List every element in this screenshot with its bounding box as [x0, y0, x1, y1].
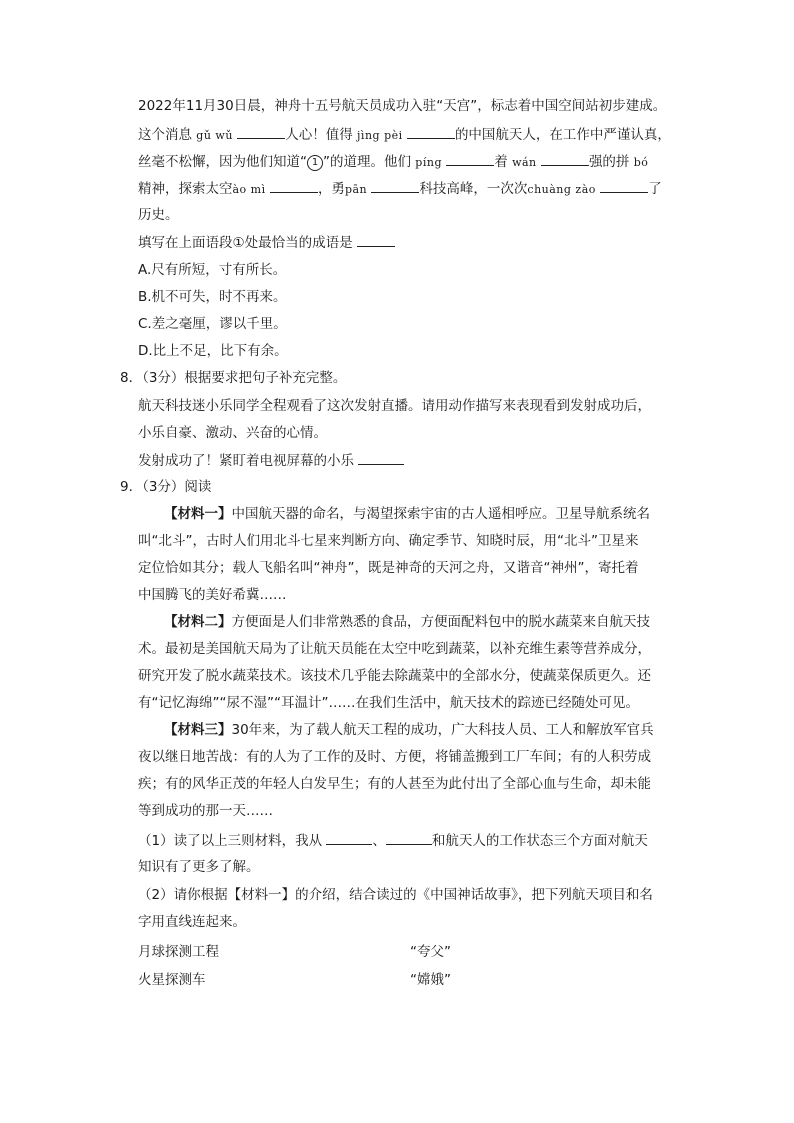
passage-line-3 [138, 151, 648, 173]
q9-header: 9．（3分）阅读 [120, 479, 212, 495]
answer-blank[interactable] [386, 830, 432, 845]
answer-blank[interactable] [407, 124, 455, 139]
text: 精神，探索太空 [138, 181, 233, 197]
answer-blank[interactable] [326, 830, 372, 845]
pinyin-bo: bó [633, 156, 649, 169]
q8-line-3 [138, 450, 404, 471]
text: 和航天人的工作状态三个方面对航天 [431, 833, 648, 849]
material-2-line-4: 有“记忆海绵”“尿不湿”“耳温计”……在我们生活中，航天技术的踪迹已经随处可见。 [138, 695, 639, 711]
text: 科技高峰，一次次 [419, 181, 528, 197]
match-right-1[interactable]: “夸父” [410, 944, 451, 960]
text: 丝毫不松懈，因为他们知道“ [138, 154, 307, 170]
q8-line-1: 航天科技迷小乐同学全程观看了这次发射直播。请用动作描写来表现看到发射成功后， [138, 398, 651, 414]
match-left-1[interactable]: 月球探测工程 [138, 944, 219, 960]
pinyin-aomi: ào mì [232, 183, 266, 196]
pinyin-jingpei: jìng pèi [357, 129, 403, 142]
text: 这个消息 [138, 127, 192, 143]
passage-line-4 [138, 178, 662, 200]
pinyin-chuangzao: chuàng zào [527, 183, 596, 196]
material-1-line-4: 中国腾飞的美好希冀…… [138, 587, 287, 603]
q8-header: 8．（3分）根据要求把句子补充完整。 [120, 370, 347, 386]
text: ”的道理。他们 [323, 154, 411, 170]
q9-sub2-line-1: （2）请你根据【材料一】的介绍，结合读过的《中国神话故事》，把下列航天项目和名 [138, 887, 653, 903]
material-1-tag: 【材料一】 [164, 506, 232, 522]
text: 填写在上面语段①处最恰当的成语是 [138, 235, 353, 251]
material-2-tag: 【材料二】 [164, 614, 232, 630]
material-2-line-3: 研究开发了脱水蔬菜技术。该技术几乎能去除蔬菜中的全部水分，使蔬菜保质更久。还 [138, 668, 651, 684]
text: 人心！值得 [285, 127, 353, 143]
answer-blank[interactable] [446, 151, 494, 166]
pinyin-ping: píng [415, 156, 442, 169]
match-right-2[interactable]: “嫦娥” [410, 972, 451, 988]
passage-line-5: 历史。 [138, 207, 179, 223]
pinyin-wan: wán [512, 156, 537, 169]
material-3-line-1 [164, 720, 654, 740]
answer-blank[interactable] [357, 232, 395, 247]
material-1-line-2: 叫“北斗”，古时人们用北斗七星来判断方向、确定季节、知晓时辰，用“北斗”卫星来 [138, 533, 639, 549]
q7-prompt [138, 232, 395, 253]
text: 了 [648, 181, 662, 197]
text: 着 [494, 154, 508, 170]
passage-line-2 [138, 124, 671, 146]
pinyin-pan: pān [344, 183, 368, 196]
text: 强的拼 [588, 154, 630, 170]
answer-blank[interactable] [358, 450, 404, 465]
answer-blank[interactable] [371, 178, 419, 193]
q7-option-a[interactable]: A.尺有所短，寸有所长。 [138, 262, 287, 278]
material-3-line-2: 夜以继日地苦战：有的人为了工作的及时、方便，将铺盖搬到工厂车间；有的人积劳成 [138, 749, 651, 765]
text: 30年来，为了载人航天工程的成功，广大科技人员、工人和解放军官兵 [231, 722, 654, 738]
text: （1）读了以上三则材料，我从 [138, 833, 323, 849]
material-3-tag: 【材料三】 [164, 722, 232, 738]
text: 方便面是人们非常熟悉的食品，方便面配料包中的脱水蔬菜来自航天技 [231, 614, 650, 630]
material-1-line-1 [164, 504, 650, 524]
passage-line-1: 2022年11月30日晨，神舟十五号航天员成功入驻“天宫”，标志着中国空间站初步建成。 [138, 98, 667, 114]
match-left-2[interactable]: 火星探测车 [138, 972, 206, 988]
material-3-line-3: 疾；有的风华正茂的年轻人白发早生；有的人甚至为此付出了全部心血与生命，却未能 [138, 776, 651, 792]
q9-sub2-line-2: 字用直线连起来。 [138, 914, 246, 930]
q8-line-2: 小乐自豪、激动、兴奋的心情。 [138, 425, 327, 441]
circled-number-1: 1 [307, 155, 323, 171]
material-3-line-4: 等到成功的那一天…… [138, 803, 273, 819]
text: 中国航天器的命名，与渴望探索宇宙的古人遥相呼应。卫星导航系统名 [231, 506, 650, 522]
q7-option-d[interactable]: D.比上不足，比下有余。 [138, 343, 288, 359]
answer-blank[interactable] [237, 124, 285, 139]
q7-option-c[interactable]: C.差之毫厘，谬以千里。 [138, 316, 287, 332]
material-2-line-1 [164, 612, 650, 632]
text: 、 [372, 833, 386, 849]
q9-sub1-line-1 [138, 830, 648, 851]
answer-blank[interactable] [600, 178, 648, 193]
pinyin-guwu: gǔ wǔ [196, 129, 233, 142]
text: ，勇 [317, 181, 345, 197]
text: 的中国航天人，在工作中严谨认真， [454, 127, 671, 143]
answer-blank[interactable] [270, 178, 318, 193]
answer-blank[interactable] [541, 151, 589, 166]
q7-option-b[interactable]: B.机不可失，时不再来。 [138, 289, 287, 305]
material-2-line-2: 术。最初是美国航天局为了让航天员能在太空中吃到蔬菜，以补充维生素等营养成分， [138, 641, 651, 657]
q9-sub1-line-2: 知识有了更多了解。 [138, 859, 260, 875]
material-1-line-3: 定位恰如其分；载人飞船名叫“神舟”，既是神奇的天河之舟，又谐音“神州”，寄托着 [138, 560, 639, 576]
text: 发射成功了！紧盯着电视屏幕的小乐 [138, 453, 354, 469]
